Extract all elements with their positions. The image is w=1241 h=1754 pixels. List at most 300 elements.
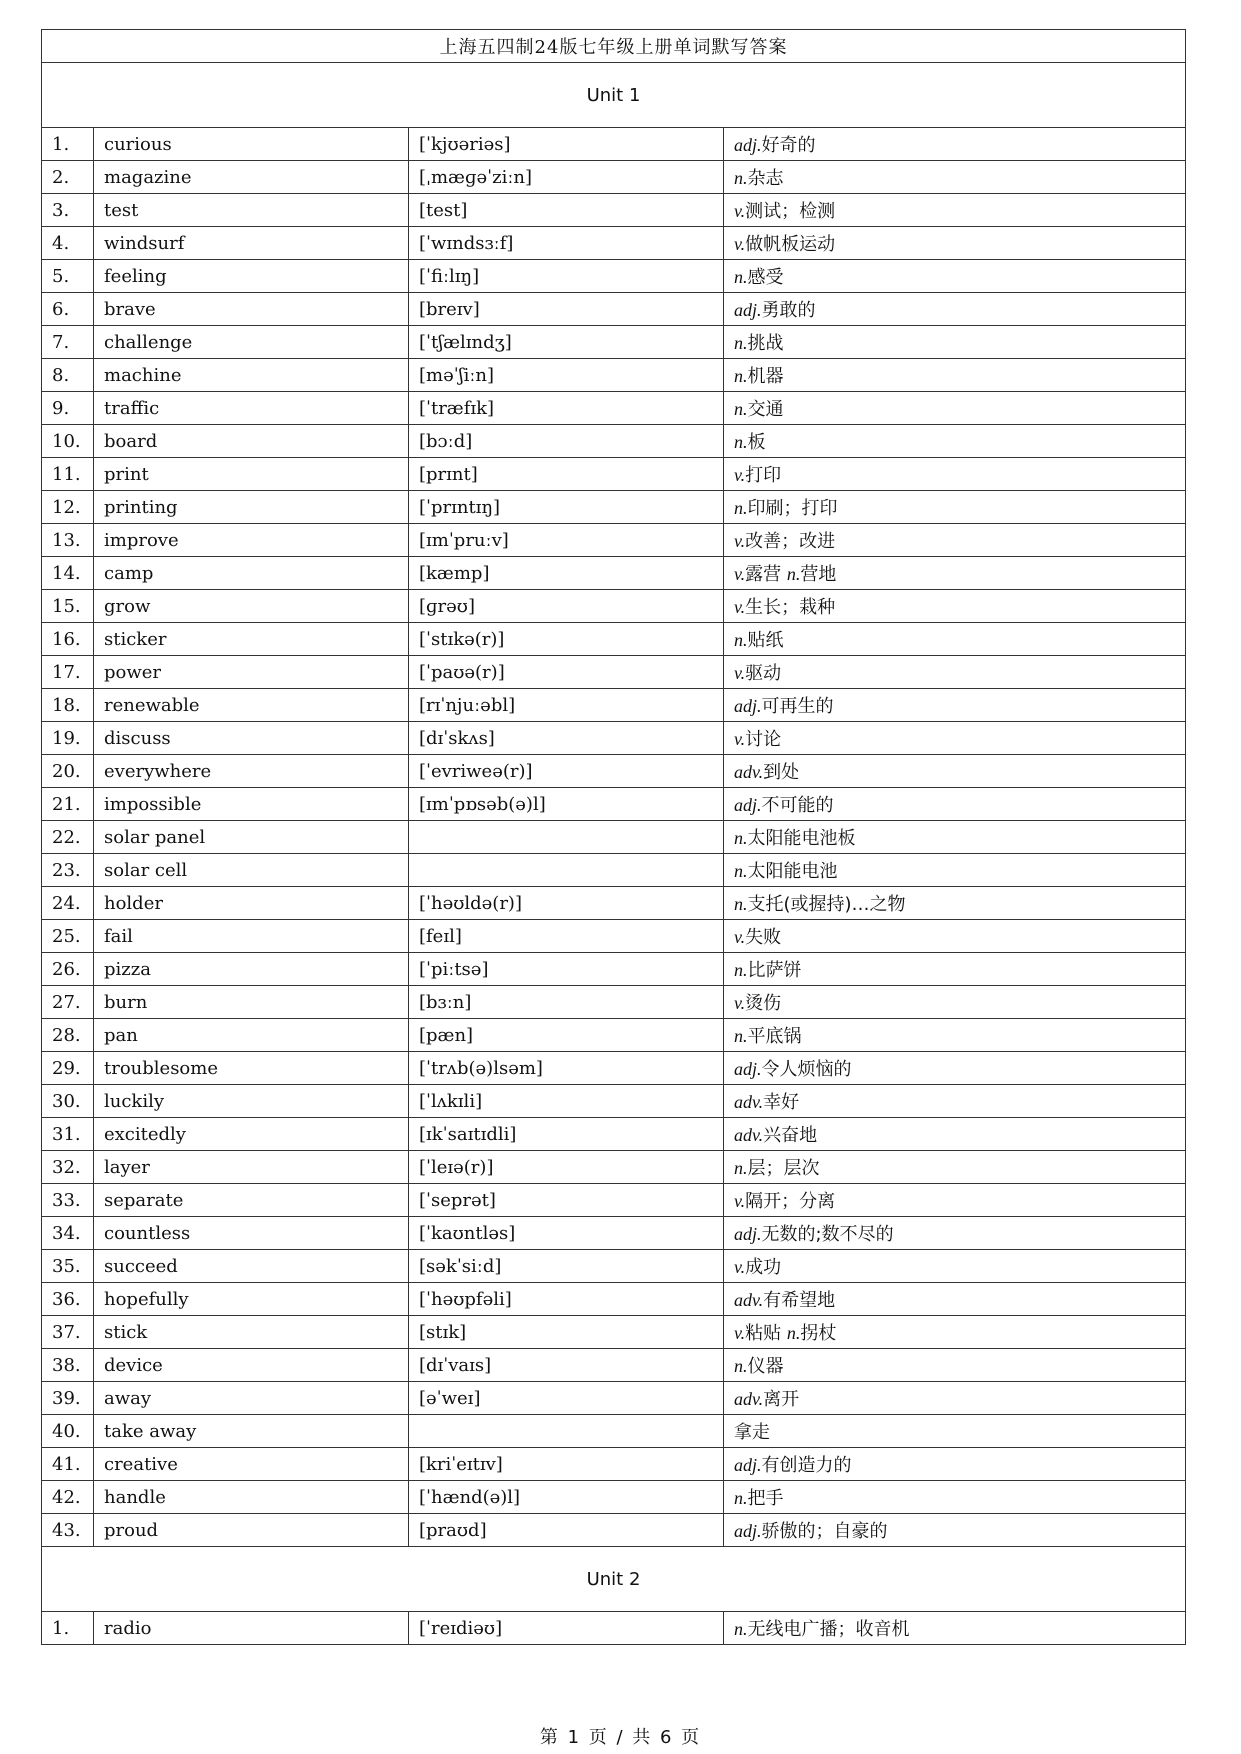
table-row [42,623,1186,656]
part-of-speech: adj. [734,795,762,815]
meaning-cell [724,1349,1186,1382]
part-of-speech: v. [734,927,746,947]
meaning-text: 骄傲的；自豪的 [761,1521,888,1542]
phonetic-cell: [feɪl] [409,920,724,953]
meaning-cell [724,1217,1186,1250]
row-number: 30. [42,1085,94,1118]
part-of-speech: adj. [734,1521,762,1541]
meaning-cell [724,260,1186,293]
meaning-cell [724,458,1186,491]
phonetic-cell: [ɪkˈsaɪtɪdli] [409,1118,724,1151]
table-row [42,1382,1186,1415]
row-number: 22. [42,821,94,854]
phonetic-cell: [ˈwɪndsɜːf] [409,227,724,260]
meaning-text: 无数的;数不尽的 [761,1224,894,1245]
meaning-text: 露营 [745,564,787,585]
meaning-cell [724,1019,1186,1052]
row-number: 5. [42,260,94,293]
meaning-text: 可再生的 [761,696,834,717]
part-of-speech: adj. [734,135,762,155]
word-cell: feeling [94,260,409,293]
phonetic-cell: [ɪmˈpɒsəb(ə)l] [409,788,724,821]
word-cell: away [94,1382,409,1415]
table-row [42,722,1186,755]
meaning-text: 平底锅 [747,1026,802,1047]
meaning-cell [724,1448,1186,1481]
word-cell: print [94,458,409,491]
table-row [42,491,1186,524]
row-number: 25. [42,920,94,953]
part-of-speech: n. [734,960,748,980]
meaning-cell [724,557,1186,590]
part-of-speech: adv. [734,1125,764,1145]
table-row [42,557,1186,590]
meaning-text: 生长；栽种 [745,597,836,618]
meaning-text: 做帆板运动 [745,234,836,255]
meaning-cell [724,953,1186,986]
word-cell: curious [94,128,409,161]
word-cell: discuss [94,722,409,755]
word-cell: succeed [94,1250,409,1283]
part-of-speech: n. [734,630,748,650]
row-number: 7. [42,326,94,359]
part-of-speech: v. [734,234,746,254]
phonetic-cell: [dɪˈskʌs] [409,722,724,755]
row-number: 15. [42,590,94,623]
unit-title: Unit 1 [42,63,1186,128]
word-cell: luckily [94,1085,409,1118]
part-of-speech: v. [734,201,746,221]
phonetic-cell: [kriˈeɪtɪv] [409,1448,724,1481]
word-cell: holder [94,887,409,920]
meaning-text: 粘贴 [745,1323,787,1344]
meaning-text: 烫伤 [745,993,782,1014]
meaning-text: 感受 [747,267,784,288]
word-cell: layer [94,1151,409,1184]
table-row [42,1481,1186,1514]
part-of-speech: adv. [734,762,764,782]
word-cell: stick [94,1316,409,1349]
word-cell: solar panel [94,821,409,854]
meaning-cell [724,1316,1186,1349]
phonetic-cell: [ˈtræfɪk] [409,392,724,425]
row-number: 24. [42,887,94,920]
unit-header-row [42,1547,1186,1612]
meaning-cell [724,821,1186,854]
meaning-text: 离开 [763,1389,800,1410]
row-number: 35. [42,1250,94,1283]
phonetic-cell: [səkˈsiːd] [409,1250,724,1283]
meaning-cell [724,920,1186,953]
vocabulary-table [41,29,1186,1645]
word-cell: handle [94,1481,409,1514]
phonetic-cell [409,1415,724,1448]
meaning-cell [724,524,1186,557]
table-row [42,1019,1186,1052]
table-row [42,128,1186,161]
row-number: 3. [42,194,94,227]
word-cell: excitedly [94,1118,409,1151]
phonetic-cell: [ˈleɪə(r)] [409,1151,724,1184]
word-cell: challenge [94,326,409,359]
phonetic-cell: [ˈhəʊpfəli] [409,1283,724,1316]
phonetic-cell: [ɪmˈpruːv] [409,524,724,557]
word-cell: test [94,194,409,227]
table-row [42,359,1186,392]
part-of-speech: n. [734,366,748,386]
phonetic-cell: [dɪˈvaɪs] [409,1349,724,1382]
row-number: 13. [42,524,94,557]
word-cell: radio [94,1612,409,1645]
meaning-cell [724,326,1186,359]
unit-title: Unit 2 [42,1547,1186,1612]
table-row [42,1118,1186,1151]
meaning-text: 打印 [745,465,782,486]
word-cell: everywhere [94,755,409,788]
meaning-text: 失败 [745,927,782,948]
table-row [42,326,1186,359]
part-of-speech: n. [734,399,748,419]
meaning-cell [724,788,1186,821]
part-of-speech: n. [786,1323,801,1343]
part-of-speech: n. [734,498,748,518]
part-of-speech: v. [734,564,746,584]
part-of-speech: adj. [734,1224,762,1244]
meaning-text: 拿走 [734,1422,770,1443]
phonetic-cell: [ˈstɪkə(r)] [409,623,724,656]
part-of-speech: adj. [734,696,762,716]
row-number: 23. [42,854,94,887]
row-number: 37. [42,1316,94,1349]
part-of-speech: v. [734,597,746,617]
meaning-text: 太阳能电池板 [747,828,856,849]
table-row [42,1316,1186,1349]
row-number: 19. [42,722,94,755]
meaning-cell [724,161,1186,194]
word-cell: magazine [94,161,409,194]
phonetic-cell: [ˌmæɡəˈziːn] [409,161,724,194]
phonetic-cell: [bɔːd] [409,425,724,458]
word-cell: fail [94,920,409,953]
part-of-speech: n. [734,1026,748,1046]
meaning-cell [724,1382,1186,1415]
meaning-cell [724,887,1186,920]
phonetic-cell: [ˈtʃælɪndʒ] [409,326,724,359]
meaning-cell [724,623,1186,656]
meaning-text: 交通 [747,399,784,420]
phonetic-cell: [ˈreɪdiəʊ] [409,1612,724,1645]
table-row [42,1184,1186,1217]
phonetic-cell: [ˈhəʊldə(r)] [409,887,724,920]
row-number: 1. [42,128,94,161]
row-number: 2. [42,161,94,194]
row-number: 39. [42,1382,94,1415]
part-of-speech: adv. [734,1092,764,1112]
word-cell: board [94,425,409,458]
table-row [42,656,1186,689]
row-number: 33. [42,1184,94,1217]
phonetic-cell: [ˈseprət] [409,1184,724,1217]
meaning-cell [724,1415,1186,1448]
row-number: 36. [42,1283,94,1316]
row-number: 16. [42,623,94,656]
meaning-text: 支托(或握持)…之物 [747,894,906,915]
table-row [42,161,1186,194]
meaning-text: 太阳能电池 [747,861,838,882]
part-of-speech: adj. [734,1455,762,1475]
meaning-text: 幸好 [763,1092,800,1113]
row-number: 27. [42,986,94,1019]
word-cell: take away [94,1415,409,1448]
title-row [42,30,1186,63]
table-row [42,1052,1186,1085]
table-row [42,953,1186,986]
part-of-speech: v. [734,1323,746,1343]
row-number: 20. [42,755,94,788]
part-of-speech: v. [734,531,746,551]
word-cell: hopefully [94,1283,409,1316]
table-row [42,524,1186,557]
part-of-speech: adv. [734,1290,764,1310]
row-number: 31. [42,1118,94,1151]
table-row [42,1151,1186,1184]
phonetic-cell: [prɪnt] [409,458,724,491]
table-row [42,755,1186,788]
meaning-text: 营地 [800,564,837,585]
part-of-speech: n. [786,564,801,584]
part-of-speech: n. [734,1488,748,1508]
phonetic-cell: [ˈevriweə(r)] [409,755,724,788]
meaning-text: 无线电广播；收音机 [747,1619,910,1640]
row-number: 29. [42,1052,94,1085]
word-cell: sticker [94,623,409,656]
phonetic-cell: [breɪv] [409,293,724,326]
meaning-cell [724,1151,1186,1184]
phonetic-cell: [ˈfiːlɪŋ] [409,260,724,293]
word-cell: pizza [94,953,409,986]
row-number: 9. [42,392,94,425]
meaning-cell [724,194,1186,227]
word-cell: pan [94,1019,409,1052]
meaning-cell [724,491,1186,524]
part-of-speech: v. [734,465,746,485]
row-number: 4. [42,227,94,260]
phonetic-cell: [test] [409,194,724,227]
part-of-speech: adj. [734,1059,762,1079]
meaning-cell [724,1085,1186,1118]
meaning-cell [724,1250,1186,1283]
row-number: 28. [42,1019,94,1052]
table-row [42,1448,1186,1481]
phonetic-cell: [ˈpaʊə(r)] [409,656,724,689]
part-of-speech: n. [734,1619,748,1639]
table-row [42,920,1186,953]
part-of-speech: v. [734,1257,746,1277]
word-cell: grow [94,590,409,623]
table-row [42,1085,1186,1118]
word-cell: traffic [94,392,409,425]
phonetic-cell: [bɜːn] [409,986,724,1019]
table-row [42,1612,1186,1645]
table-row [42,1349,1186,1382]
meaning-cell [724,986,1186,1019]
document-title: 上海五四制24版七年级上册单词默写答案 [42,30,1186,63]
part-of-speech: v. [734,993,746,1013]
meaning-text: 机器 [747,366,784,387]
meaning-cell [724,1481,1186,1514]
meaning-text: 层；层次 [747,1158,820,1179]
meaning-text: 仪器 [747,1356,784,1377]
table-row [42,1283,1186,1316]
meaning-text: 到处 [763,762,800,783]
table-row [42,821,1186,854]
meaning-cell [724,1283,1186,1316]
meaning-cell [724,854,1186,887]
table-row [42,425,1186,458]
meaning-text: 勇敢的 [761,300,816,321]
phonetic-cell: [ɡrəʊ] [409,590,724,623]
page-footer: 第 1 页 / 共 6 页 [539,1727,702,1748]
table-row [42,227,1186,260]
part-of-speech: n. [734,861,748,881]
table-row [42,887,1186,920]
word-cell: machine [94,359,409,392]
meaning-text: 挑战 [747,333,784,354]
part-of-speech: n. [734,1356,748,1376]
row-number: 21. [42,788,94,821]
table-row [42,260,1186,293]
meaning-text: 好奇的 [761,135,816,156]
phonetic-cell: [pæn] [409,1019,724,1052]
phonetic-cell: [ˈlʌkɪli] [409,1085,724,1118]
table-row [42,590,1186,623]
phonetic-cell: [ˈkjʊəriəs] [409,128,724,161]
word-cell: impossible [94,788,409,821]
meaning-text: 隔开；分离 [745,1191,836,1212]
part-of-speech: v. [734,1191,746,1211]
meaning-cell [724,1052,1186,1085]
table-row [42,854,1186,887]
part-of-speech: adj. [734,300,762,320]
meaning-text: 不可能的 [761,795,834,816]
phonetic-cell: [ˈprɪntɪŋ] [409,491,724,524]
meaning-text: 印刷；打印 [747,498,838,519]
row-number: 18. [42,689,94,722]
word-cell: windsurf [94,227,409,260]
word-cell: troublesome [94,1052,409,1085]
word-cell: power [94,656,409,689]
table-row [42,458,1186,491]
part-of-speech: n. [734,168,748,188]
meaning-text: 讨论 [745,729,782,750]
table-row [42,293,1186,326]
row-number: 11. [42,458,94,491]
meaning-cell [724,425,1186,458]
word-cell: camp [94,557,409,590]
part-of-speech: n. [734,894,748,914]
row-number: 17. [42,656,94,689]
word-cell: printing [94,491,409,524]
word-cell: improve [94,524,409,557]
meaning-text: 改善；改进 [745,531,836,552]
phonetic-cell [409,821,724,854]
word-cell: device [94,1349,409,1382]
part-of-speech: n. [734,333,748,353]
meaning-text: 杂志 [747,168,784,189]
table-row [42,194,1186,227]
meaning-text: 比萨饼 [747,960,802,981]
meaning-cell [724,227,1186,260]
meaning-text: 把手 [747,1488,784,1509]
phonetic-cell: [ˈtrʌb(ə)lsəm] [409,1052,724,1085]
meaning-cell [724,1118,1186,1151]
table-row [42,788,1186,821]
word-cell: proud [94,1514,409,1547]
meaning-text: 测试；检测 [745,201,836,222]
word-cell: creative [94,1448,409,1481]
row-number: 14. [42,557,94,590]
phonetic-cell: [ˈpiːtsə] [409,953,724,986]
meaning-cell [724,755,1186,788]
part-of-speech: v. [734,729,746,749]
meaning-cell [724,293,1186,326]
unit-header-row [42,63,1186,128]
word-cell: renewable [94,689,409,722]
meaning-text: 兴奋地 [763,1125,818,1146]
row-number: 32. [42,1151,94,1184]
meaning-cell [724,392,1186,425]
meaning-cell [724,359,1186,392]
part-of-speech: n. [734,267,748,287]
table-row [42,1217,1186,1250]
phonetic-cell: [əˈweɪ] [409,1382,724,1415]
table-row [42,1415,1186,1448]
phonetic-cell: [ˈkaʊntləs] [409,1217,724,1250]
meaning-cell [724,590,1186,623]
row-number: 34. [42,1217,94,1250]
row-number: 38. [42,1349,94,1382]
table-row [42,1250,1186,1283]
row-number: 43. [42,1514,94,1547]
row-number: 42. [42,1481,94,1514]
phonetic-cell: [stɪk] [409,1316,724,1349]
row-number: 6. [42,293,94,326]
table-row [42,986,1186,1019]
meaning-text: 贴纸 [747,630,784,651]
row-number: 26. [42,953,94,986]
row-number: 12. [42,491,94,524]
word-cell: solar cell [94,854,409,887]
meaning-text: 成功 [745,1257,782,1278]
meaning-cell [724,656,1186,689]
phonetic-cell: [ˈhænd(ə)l] [409,1481,724,1514]
meaning-cell [724,689,1186,722]
row-number: 1. [42,1612,94,1645]
phonetic-cell [409,854,724,887]
meaning-cell [724,1184,1186,1217]
meaning-text: 拐杖 [800,1323,837,1344]
row-number: 10. [42,425,94,458]
part-of-speech: adv. [734,1389,764,1409]
meaning-cell [724,128,1186,161]
phonetic-cell: [məˈʃiːn] [409,359,724,392]
word-cell: separate [94,1184,409,1217]
row-number: 8. [42,359,94,392]
meaning-cell [724,1514,1186,1547]
phonetic-cell: [praʊd] [409,1514,724,1547]
part-of-speech: n. [734,828,748,848]
meaning-text: 令人烦恼的 [761,1059,852,1080]
